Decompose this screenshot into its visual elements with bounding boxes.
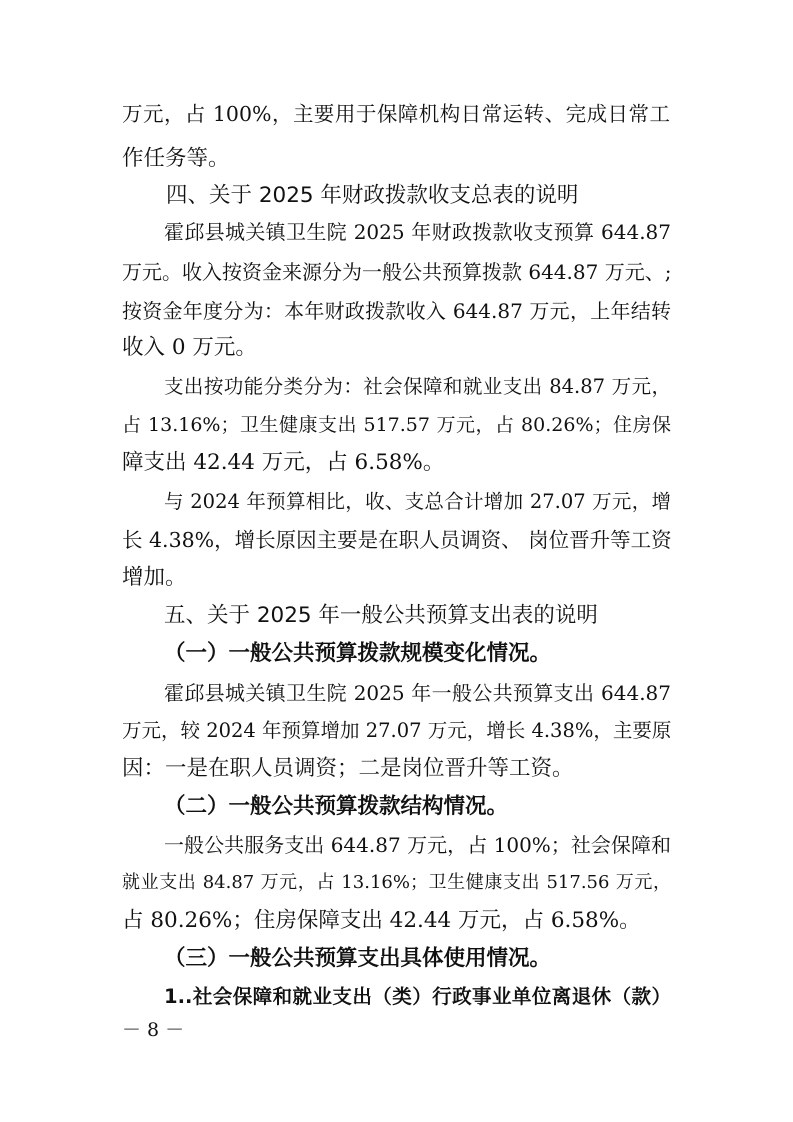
paragraph-line: 收入 0 万元。 [122,335,257,360]
section-heading-4: 四、关于 2025 年财政拨款收支总表的说明 [166,183,579,208]
paragraph-line: 按资金年度分为：本年财政拨款收入 644.87 万元，上年结转 [122,299,671,323]
paragraph-line: 占 80.26%；住房保障支出 42.44 万元，占 6.58%。 [122,908,641,933]
item-heading-1: 1..社会保障和就业支出（类）行政事业单位离退休（款） [164,985,671,1008]
paragraph-line: 万元，较 2024 年预算增加 27.07 万元，增长 4.38%，主要原 [122,719,672,742]
paragraph-line: 霍邱县城关镇卫生院 2025 年一般公共预算支出 644.87 [164,681,671,705]
paragraph-line: 障支出 42.44 万元，占 6.58%。 [122,450,445,475]
paragraph-line: 支出按功能分类分为：社会保障和就业支出 84.87 万元， [164,375,671,398]
paragraph-line: 占 13.16%；卫生健康支出 517.57 万元，占 80.26%；住房保 [122,414,671,436]
paragraph-line: 一般公共服务支出 644.87 万元，占 100%；社会保障和 [164,833,671,857]
paragraph-line: 长 4.38%，增长原因主要是在职人员调资、 岗位晋升等工资 [122,528,672,552]
paragraph-line: 增加。 [122,565,187,590]
paragraph-line: 因：一是在职人员调资；二是岗位晋升等工资。 [122,756,574,781]
paragraph-line: 万元，占 100%，主要用于保障机构日常运转、完成日常工 [122,102,670,126]
section-heading-5: 五、关于 2025 年一般公共预算支出表的说明 [164,603,598,628]
paragraph-line: 万元。收入按资金来源分为一般公共预算拨款 644.87 万元、; [122,260,672,284]
subsection-heading-1: （一）一般公共预算拨款规模变化情况。 [164,641,552,666]
subsection-heading-3: （三）一般公共预算支出具体使用情况。 [164,946,552,971]
paragraph-line: 就业支出 84.87 万元，占 13.16%；卫生健康支出 517.56 万元， [122,872,671,893]
paragraph-line: 作任务等。 [122,146,230,171]
subsection-heading-2: （二）一般公共预算拨款结构情况。 [164,794,509,819]
paragraph-line: 霍邱县城关镇卫生院 2025 年财政拨款收支预算 644.87 [164,220,671,244]
page-number: － 8 － [122,1019,185,1041]
paragraph-line: 与 2024 年预算相比，收、支总合计增加 27.07 万元，增 [164,490,671,513]
